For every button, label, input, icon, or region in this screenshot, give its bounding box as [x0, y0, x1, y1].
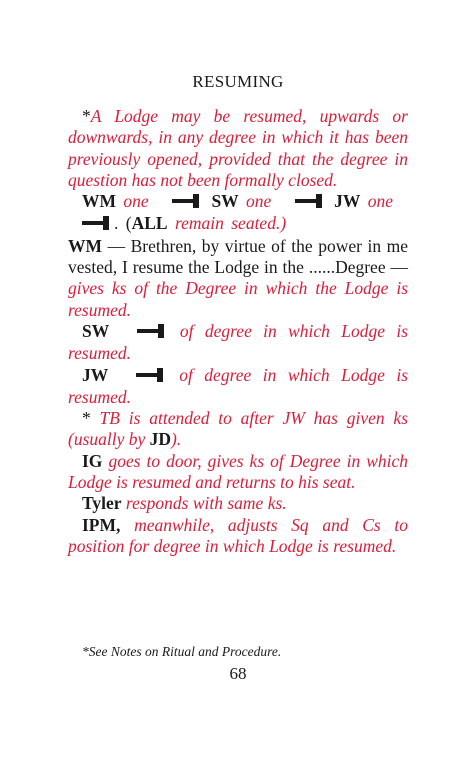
footnote: *See Notes on Ritual and Procedure.	[82, 644, 282, 659]
ig-action: goes to door, gives ks of Degree in which Lodge is resumed and returns to his seat.	[68, 450, 408, 493]
paragraph-knocks	[68, 191, 408, 236]
all-note: remain seated.)	[174, 213, 287, 234]
footnote-marker: *	[82, 106, 91, 126]
paragraph-intro	[68, 106, 408, 191]
paragraph-tb	[68, 408, 408, 451]
speaker-wm: WM	[68, 235, 103, 256]
paragraph-ipm	[68, 515, 408, 558]
paragraph-jw	[68, 365, 408, 409]
knock-count-wm: one	[123, 191, 149, 212]
gavel-icon	[281, 192, 325, 213]
wm-action: gives ks of the Degree in which the Lodge is resumed.	[68, 278, 408, 320]
gavel-icon	[68, 214, 112, 235]
gavel-icon	[158, 192, 202, 213]
wm-speech: — Brethren, by virtue of the power in me vested, I resume the Lodge in the ......Degree —	[68, 235, 408, 278]
speaker-sw: SW	[211, 191, 239, 212]
knock-count-jw: one	[367, 191, 393, 212]
tyler-action: responds with same ks.	[125, 493, 287, 514]
paragraph-ig	[68, 451, 408, 494]
tb-text: TB is attended to after JW has given ks (usually by	[68, 408, 408, 450]
gavel-icon	[122, 366, 166, 387]
knock-count-sw: one	[246, 191, 272, 212]
gavel-icon	[123, 322, 167, 343]
sw-action: of degree in which Lodge is resumed.	[68, 320, 409, 364]
ipm-action: meanwhile, adjusts Sq and Cs to position for degree in which Lodge is resumed.	[68, 514, 409, 556]
speaker-all: ALL	[131, 213, 168, 234]
footnote-marker: *	[82, 408, 91, 429]
speaker-ig: IG	[82, 450, 103, 471]
page-title: RESUMING	[192, 72, 284, 91]
paren-open: (	[125, 213, 132, 234]
paragraph-tyler	[68, 493, 408, 514]
speaker-jd: JD	[149, 429, 172, 450]
intro-text: A Lodge may be resumed, upwards or downwards, in any degree in which it has been previously opened, provided that the degree in question has not been formally closed.	[68, 106, 408, 190]
speaker-sw: SW	[82, 320, 110, 341]
tb-text-end: ).	[171, 429, 182, 450]
period: .	[114, 213, 119, 234]
ritual-text	[68, 106, 408, 557]
speaker-wm: WM	[82, 191, 117, 212]
speaker-jw: JW	[82, 364, 109, 385]
speaker-ipm: IPM,	[82, 514, 121, 535]
paragraph-sw	[68, 321, 408, 365]
jw-action: of degree in which Lodge is resumed.	[68, 364, 409, 407]
page-number: 68	[229, 664, 247, 683]
speaker-tyler: Tyler	[82, 493, 122, 514]
speaker-jw: JW	[334, 191, 361, 212]
paragraph-wm-speech	[68, 236, 408, 321]
